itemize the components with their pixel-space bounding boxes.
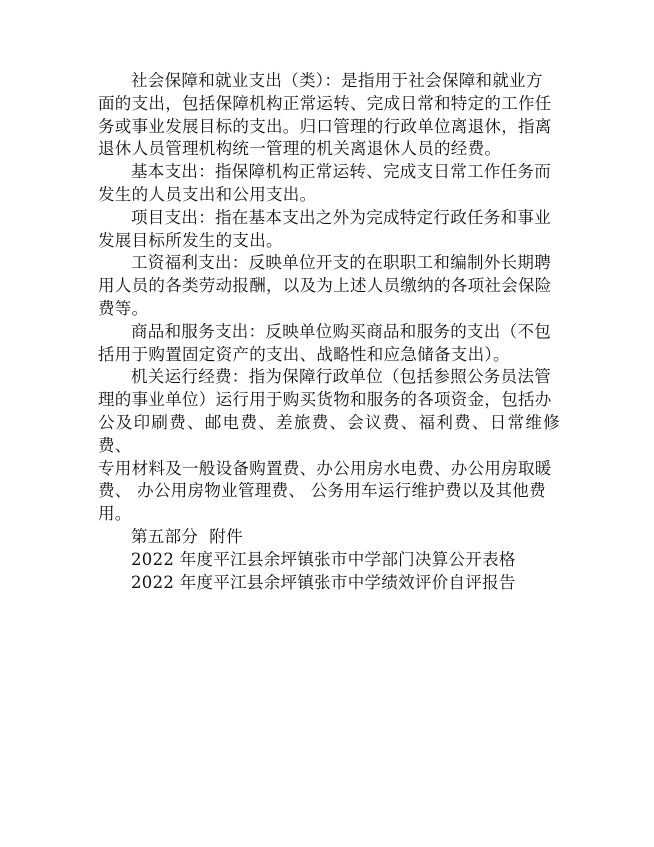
- paragraph-project-expenditure: [98, 207, 560, 253]
- text-line: 商品和服务支出：反映单位购买商品和服务的支出（不包: [131, 321, 551, 341]
- paragraph-goods-services: [98, 321, 560, 367]
- document-page: [98, 70, 560, 594]
- text-line: 机关运行经费：指为保障行政单位（包括参照公务员法管: [131, 367, 551, 387]
- paragraph-basic-expenditure: [98, 161, 560, 207]
- paragraph-operating-funds: [98, 366, 560, 526]
- text-line: 2022 年度平江县余坪镇张市中学绩效评价自评报告: [131, 572, 516, 592]
- text-line: 第五部分 附件: [131, 526, 243, 546]
- paragraph-wage-welfare: [98, 252, 560, 320]
- text-line: 理的事业单位）运行用于购买货物和服务的各项资金，包括办: [98, 390, 552, 410]
- text-line: 发展目标所发生的支出。: [98, 230, 283, 250]
- text-line: 2022 年度平江县余坪镇张市中学部门决算公开表格: [131, 549, 516, 569]
- paragraph-social-security: [98, 70, 560, 161]
- text-line: 务或事业发展目标的支出。归口管理的行政单位离退休，指离: [98, 116, 552, 136]
- text-line: 社会保障和就业支出（类）：是指用于社会保障和就业方: [131, 71, 543, 90]
- text-line: 基本支出：指保障机构正常运转、完成支日常工作任务而: [131, 162, 551, 182]
- section-heading-appendix: [98, 526, 560, 549]
- text-line: 面的支出，包括保障机构正常运转、完成日常和特定的工作任: [98, 93, 552, 113]
- text-line: 退休人员管理机构统一管理的机关离退休人员的经费。: [98, 139, 502, 159]
- text-line: 括用于购置固定资产的支出、战略性和应急储备支出）。: [98, 344, 510, 364]
- text-line: 公及印刷费、邮电费、差旅费、会议费、福利费、日常维修费、: [98, 412, 560, 455]
- text-line: 用人员的各类劳动报酬，以及为上述人员缴纳的各项社会保险: [98, 276, 552, 296]
- text-line: 项目支出：指在基本支出之外为完成特定行政任务和事业: [131, 207, 551, 227]
- text-line: 专用材料及一般设备购置费、办公用房水电费、办公用房取暖: [98, 458, 552, 478]
- text-line: 发生的人员支出和公用支出。: [98, 184, 317, 204]
- text-line: 工资福利支出：反映单位开支的在职职工和编制外长期聘: [131, 253, 551, 273]
- appendix-item-final-accounts: [98, 549, 560, 572]
- text-line: 费等。: [98, 298, 149, 318]
- text-line: 费、 办公用房物业管理费、 公务用车运行维护费以及其他费: [98, 481, 546, 501]
- appendix-item-performance-report: [98, 572, 560, 595]
- text-line: 用。: [98, 504, 132, 524]
